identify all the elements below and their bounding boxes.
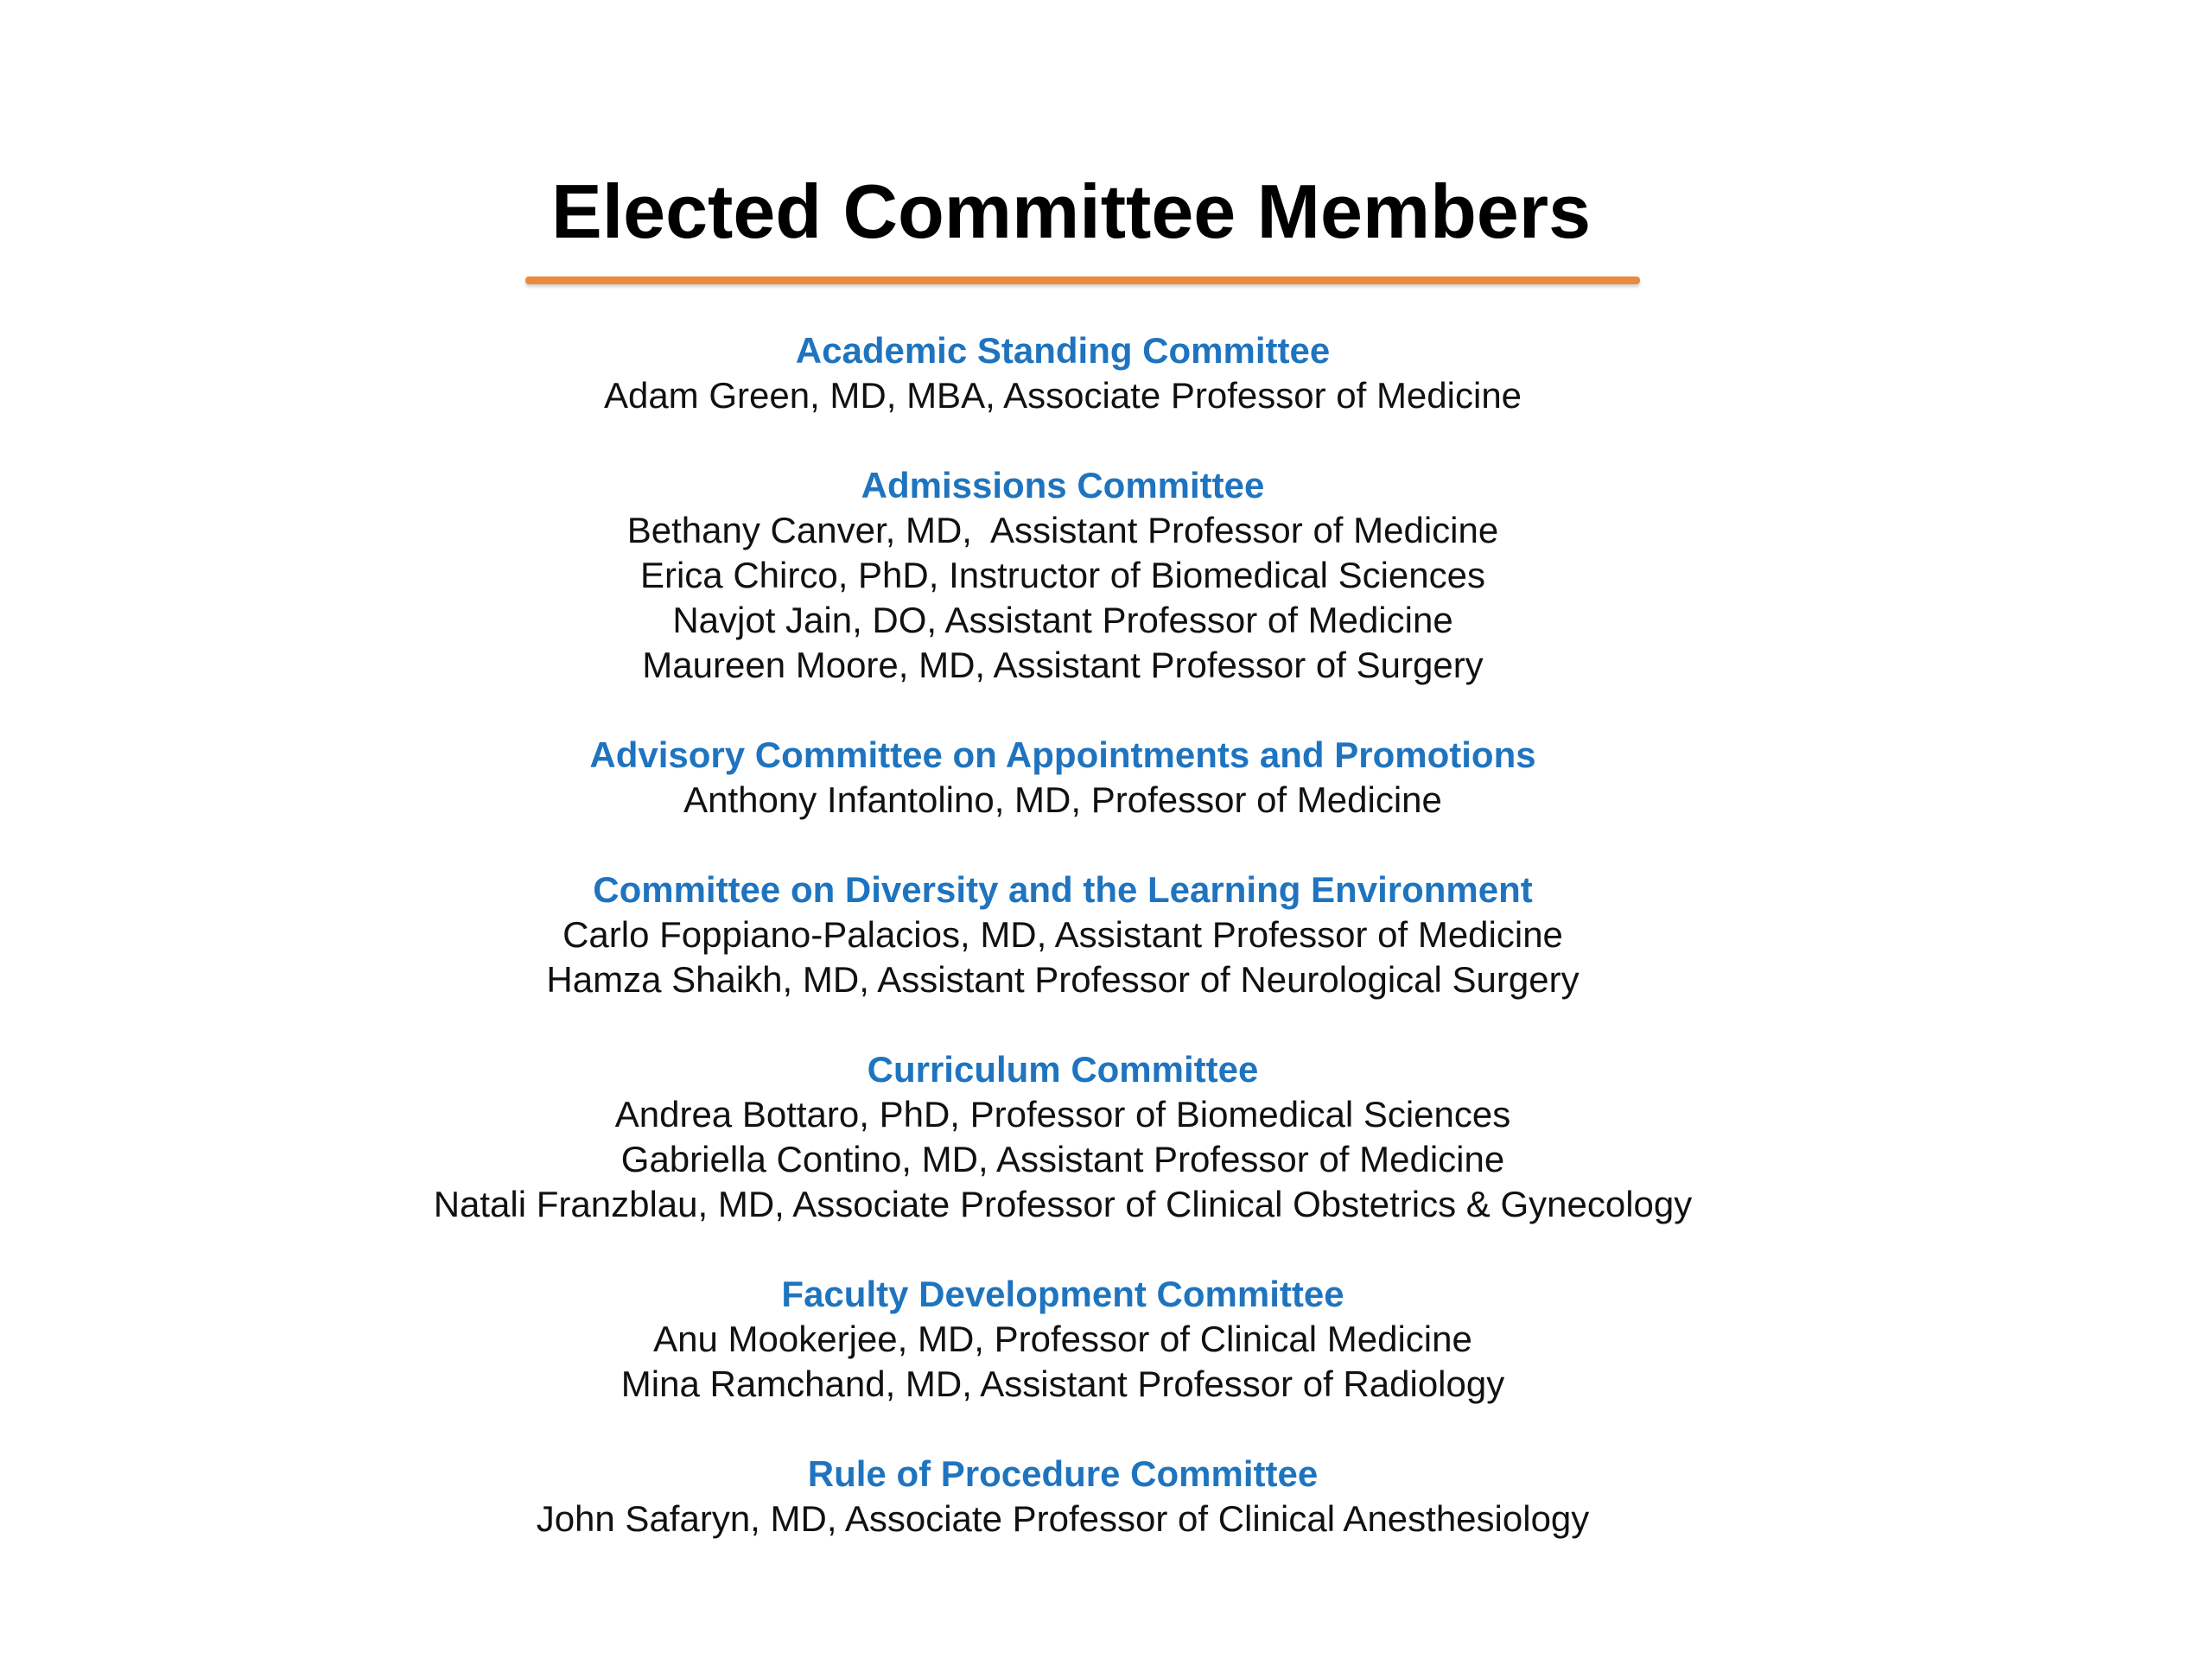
committee-section — [0, 1272, 2126, 1407]
page-title: Elected Committee Members — [551, 168, 1592, 254]
committee-section — [0, 868, 2126, 1002]
member-line: Bethany Canver, MD, Assistant Professor of Medicine — [626, 510, 1499, 550]
committee-heading: Committee on Diversity and the Learning Environment — [593, 869, 1533, 910]
committee-section — [0, 463, 2126, 688]
committee-list — [0, 328, 2126, 1586]
member-line: Anu Mookerjee, MD, Professor of Clinical Medicine — [653, 1319, 1472, 1359]
title-underline — [525, 276, 1640, 284]
member-line: Navjot Jain, DO, Assistant Professor of Medicine — [672, 600, 1453, 640]
member-line: Natali Franzblau, MD, Associate Professor of Clinical Obstetrics & Gynecology — [433, 1184, 1693, 1224]
committee-heading: Rule of Procedure Committee — [807, 1453, 1319, 1494]
member-line: Andrea Bottaro, PhD, Professor of Biomedical Sciences — [614, 1094, 1511, 1135]
committee-section — [0, 1047, 2126, 1227]
member-line: Adam Green, MD, MBA, Associate Professor of Medicine — [603, 375, 1522, 416]
member-line: Maureen Moore, MD, Assistant Professor of Surgery — [642, 645, 1484, 685]
committee-section — [0, 328, 2126, 418]
committee-heading: Admissions Committee — [861, 465, 1265, 505]
member-line: Hamza Shaikh, MD, Assistant Professor of Neurological Surgery — [546, 959, 1580, 1000]
member-line: Carlo Foppiano-Palacios, MD, Assistant Professor of Medicine — [563, 914, 1563, 955]
member-line: Mina Ramchand, MD, Assistant Professor of Radiology — [620, 1363, 1505, 1404]
committee-section — [0, 1452, 2126, 1541]
member-line: Gabriella Contino, MD, Assistant Professor of Medicine — [620, 1139, 1505, 1179]
committee-heading: Academic Standing Committee — [795, 330, 1331, 371]
committee-heading: Faculty Development Committee — [781, 1274, 1344, 1314]
member-line: Erica Chirco, PhD, Instructor of Biomedical Sciences — [639, 555, 1486, 595]
committee-section — [0, 733, 2126, 823]
member-line: John Safaryn, MD, Associate Professor of Clinical Anesthesiology — [536, 1498, 1590, 1539]
member-line: Anthony Infantolino, MD, Professor of Medicine — [683, 779, 1442, 820]
committee-heading: Curriculum Committee — [867, 1049, 1259, 1090]
committee-heading: Advisory Committee on Appointments and Promotions — [589, 734, 1536, 775]
